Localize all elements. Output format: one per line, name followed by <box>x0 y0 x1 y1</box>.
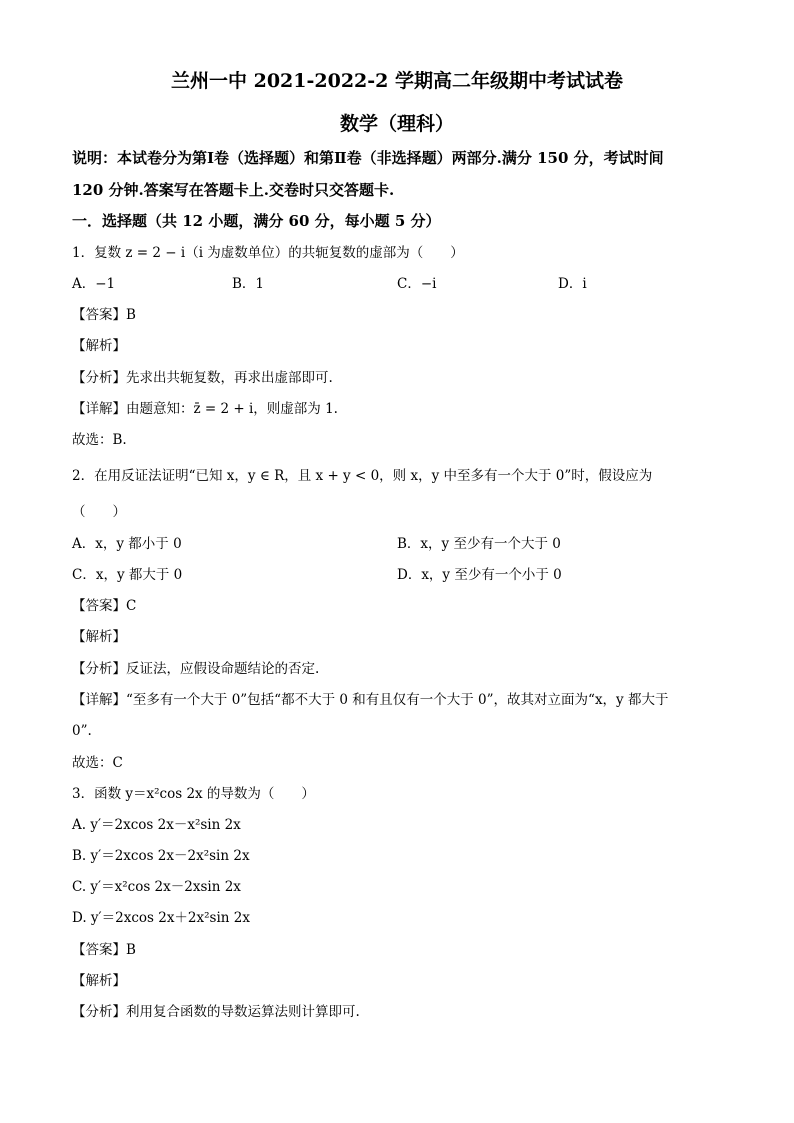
q2-option-d: D．x，y 至少有一个小于 0 <box>397 567 562 583</box>
exam-title: 兰州一中 2021-2022-2 学期高二年级期中考试试卷 <box>171 70 623 92</box>
q1-choose: 故选：B. <box>72 432 127 448</box>
q1-answer: 【答案】B <box>72 307 136 323</box>
q1-stem: 1．复数 z = 2 − i（i 为虚数单位）的共轭复数的虚部为（ ） <box>72 245 464 261</box>
q2-fenxi: 【分析】反证法，应假设命题结论的否定. <box>72 661 320 677</box>
q2-option-c: C．x，y 都大于 0 <box>72 567 183 583</box>
q3-option-d: D. y′＝2xcos 2x＋2x²sin 2x <box>72 910 250 926</box>
instructions-line-1: 说明：本试卷分为第Ⅰ卷（选择题）和第Ⅱ卷（非选择题）两部分.满分 150 分，考试时间 <box>72 149 664 167</box>
exam-subtitle: 数学（理科） <box>339 113 454 135</box>
q2-choose: 故选：C <box>72 755 123 771</box>
q3-answer: 【答案】B <box>72 942 136 958</box>
q2-xiangjie-line-2: 0”. <box>72 723 92 739</box>
q2-xiangjie-line-1: 【详解】“至多有一个大于 0”包括“都不大于 0 和有且仅有一个大于 0”，故其对立面为“x，y 都大于 <box>72 692 669 708</box>
instructions-line-2: 120 分钟.答案写在答题卡上.交卷时只交答题卡. <box>72 181 395 199</box>
q2-option-b: B．x，y 至少有一个大于 0 <box>397 536 561 552</box>
q2-analysis-label: 【解析】 <box>72 629 126 645</box>
q3-fenxi: 【分析】利用复合函数的导数运算法则计算即可. <box>72 1004 360 1020</box>
q3-option-c: C. y′＝x²cos 2x－2xsin 2x <box>72 879 241 895</box>
q2-stem: 2．在用反证法证明“已知 x，y ∈ R，且 x + y < 0，则 x，y 中至多有一个大于 0”时，假设应为 <box>72 468 653 484</box>
q1-xiangjie: 【详解】由题意知：z̄ = 2 + i，则虚部为 1. <box>72 401 338 417</box>
q3-analysis-label: 【解析】 <box>72 973 126 989</box>
q2-option-a: A．x，y 都小于 0 <box>72 536 182 552</box>
q1-option-c: C．−i <box>397 276 437 292</box>
q3-option-b: B. y′＝2xcos 2x－2x²sin 2x <box>72 848 250 864</box>
q1-option-b: B．1 <box>232 276 265 292</box>
q1-option-d: D．i <box>558 276 587 292</box>
q1-fenxi: 【分析】先求出共轭复数，再求出虚部即可. <box>72 370 333 386</box>
q2-answer: 【答案】C <box>72 598 137 614</box>
section-title: 一．选择题（共 12 小题，满分 60 分，每小题 5 分） <box>72 212 441 230</box>
q1-analysis-label: 【解析】 <box>72 338 126 354</box>
q3-option-a: A. y′＝2xcos 2x－x²sin 2x <box>72 817 241 833</box>
q1-option-a: A．−1 <box>72 276 116 292</box>
q3-stem: 3．函数 y＝x²cos 2x 的导数为（ ） <box>72 786 315 802</box>
q2-stem-paren: （ ） <box>72 504 126 520</box>
